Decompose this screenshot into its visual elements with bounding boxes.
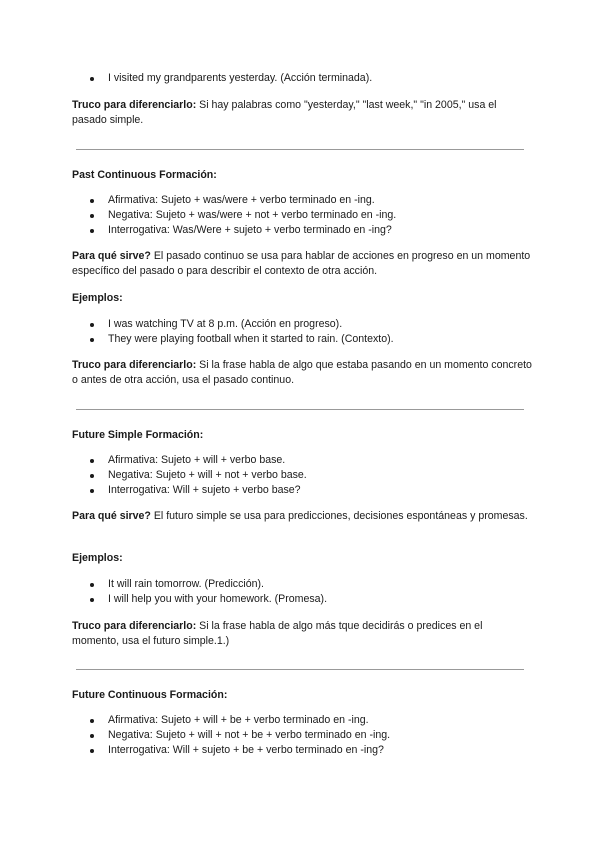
divider xyxy=(76,149,524,150)
list-item: I will help you with your homework. (Promesa). xyxy=(72,592,532,607)
list-item: I visited my grandparents yesterday. (Acción terminada). xyxy=(72,71,532,86)
purpose-label: Para qué sirve? xyxy=(72,510,151,522)
purpose-text: El futuro simple se usa para predicciones, decisiones espontáneas y promesas. xyxy=(150,510,528,522)
list-item: They were playing football when it started to rain. (Contexto). xyxy=(72,332,532,347)
forms-list xyxy=(72,713,532,758)
section-heading-past-continuous: Past Continuous Formación: xyxy=(72,169,217,181)
list-item: Afirmativa: Sujeto + was/were + verbo terminado en -ing. xyxy=(72,193,532,208)
examples-heading: Ejemplos: xyxy=(72,292,123,304)
top-bullet-list xyxy=(72,71,532,86)
truco-label: Truco para diferenciarlo: xyxy=(72,99,197,111)
divider xyxy=(76,409,524,410)
divider xyxy=(76,669,524,670)
list-item: Negativa: Sujeto + was/were + not + verbo terminado en -ing. xyxy=(72,208,532,223)
truco-paragraph xyxy=(72,619,532,649)
section-heading-future-continuous: Future Continuous Formación: xyxy=(72,689,228,701)
examples-list xyxy=(72,317,532,347)
truco-paragraph xyxy=(72,98,532,128)
section-heading-future-simple: Future Simple Formación: xyxy=(72,429,204,441)
list-item: Interrogativa: Will + sujeto + verbo base? xyxy=(72,483,532,498)
truco-text: Si la frase habla de algo que estaba pasando en un momento concreto o antes de otra acción, usa el pasado continuo. xyxy=(72,359,532,386)
purpose-paragraph xyxy=(72,249,532,279)
truco-label: Truco para diferenciarlo: xyxy=(72,620,197,632)
purpose-label: Para qué sirve? xyxy=(72,250,151,262)
forms-list xyxy=(72,193,532,238)
truco-text: Si hay palabras como "yesterday," "last week," "in 2005," usa el pasado simple. xyxy=(72,99,497,126)
list-item: It will rain tomorrow. (Predicción). xyxy=(72,577,532,592)
purpose-text: El pasado continuo se usa para hablar de acciones en progreso en un momento específico del pasado o para describir el contexto de otra acción. xyxy=(72,250,531,277)
list-item: Afirmativa: Sujeto + will + verbo base. xyxy=(72,453,532,468)
truco-label: Truco para diferenciarlo: xyxy=(72,359,197,371)
list-item: Interrogativa: Will + sujeto + be + verbo terminado en -ing? xyxy=(72,743,532,758)
examples-heading: Ejemplos: xyxy=(72,552,123,564)
truco-paragraph xyxy=(72,358,532,388)
truco-text: Si la frase habla de algo más tque decidirás o predices en el momento, usa el futuro simple.1.) xyxy=(72,620,483,647)
list-item: Negativa: Sujeto + will + not + verbo base. xyxy=(72,468,532,483)
list-item: Negativa: Sujeto + will + not + be + verbo terminado en -ing. xyxy=(72,728,532,743)
list-item: Interrogativa: Was/Were + sujeto + verbo terminado en -ing? xyxy=(72,223,532,238)
examples-list xyxy=(72,577,532,607)
forms-list xyxy=(72,453,532,498)
list-item: I was watching TV at 8 p.m. (Acción en progreso). xyxy=(72,317,532,332)
list-item: Afirmativa: Sujeto + will + be + verbo terminado en -ing. xyxy=(72,713,532,728)
purpose-paragraph xyxy=(72,509,532,524)
